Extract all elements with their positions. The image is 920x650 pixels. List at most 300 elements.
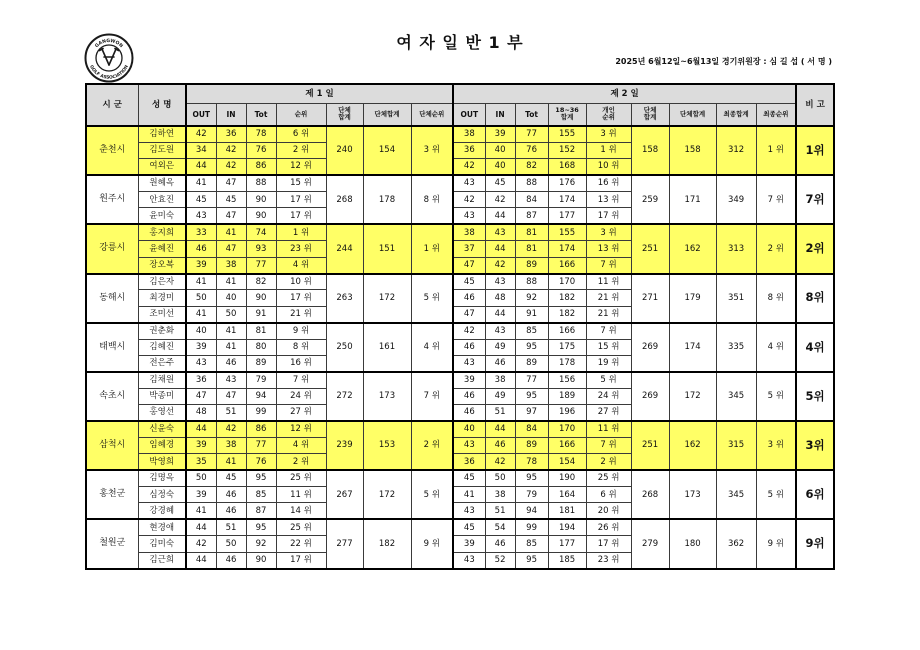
day1-rank: 17 위 [276,290,326,306]
day1-out-score: 39 [186,487,216,503]
player-name: 홍지희 [138,224,186,240]
two-day-total: 170 [548,421,586,437]
day1-out-score: 33 [186,224,216,240]
day2-in-score: 42 [485,192,515,208]
individual-rank: 13 위 [586,192,631,208]
final-team-rank: 5 위 [756,470,796,519]
header-day1: 제 1 일 [186,84,453,103]
player-name: 여외은 [138,159,186,175]
final-team-total: 315 [716,421,756,470]
day2-team-total-three: 158 [631,126,669,175]
player-row [86,224,834,240]
day1-in-score: 47 [216,175,246,191]
day1-total-score: 95 [246,519,276,535]
final-team-rank: 2 위 [756,224,796,273]
day2-in-score: 46 [485,437,515,453]
header-day2: 제 2 일 [453,84,796,103]
header-region: 시 군 [86,84,138,126]
day1-out-score: 41 [186,175,216,191]
day1-total-score: 89 [246,355,276,371]
day2-team-total: 173 [669,470,716,519]
day2-team-total: 179 [669,274,716,323]
final-team-rank: 8 위 [756,274,796,323]
day1-out-score: 41 [186,503,216,519]
day1-team-rank: 5 위 [411,274,453,323]
day1-rank: 12 위 [276,421,326,437]
day2-total-score: 95 [515,339,548,355]
day2-out-score: 38 [453,224,485,240]
day1-rank: 12 위 [276,159,326,175]
region-name: 삼척시 [86,421,138,470]
day2-out-score: 37 [453,241,485,257]
day1-total-score: 77 [246,257,276,273]
day1-in-score: 50 [216,536,246,552]
day2-team-total: 174 [669,323,716,372]
day1-total-score: 76 [246,454,276,470]
day2-total-score: 99 [515,519,548,535]
score-table [85,83,835,570]
day1-team-total-three: 250 [326,323,363,372]
day2-total-score: 87 [515,208,548,224]
two-day-total: 189 [548,388,586,404]
individual-rank: 11 위 [586,421,631,437]
day2-total-score: 95 [515,470,548,486]
final-team-total: 351 [716,274,756,323]
day1-rank: 10 위 [276,274,326,290]
region-name: 속초시 [86,372,138,421]
two-day-total: 156 [548,372,586,388]
player-name: 심정숙 [138,487,186,503]
day2-total-score: 79 [515,487,548,503]
day2-in-score: 40 [485,142,515,158]
day2-in-score: 51 [485,405,515,421]
individual-rank: 19 위 [586,355,631,371]
header-day2-total: Tot [515,103,548,126]
day1-in-score: 42 [216,142,246,158]
day1-rank: 6 위 [276,126,326,142]
player-row [86,519,834,535]
day2-in-score: 48 [485,290,515,306]
individual-rank: 3 위 [586,224,631,240]
player-name: 박영희 [138,454,186,470]
individual-rank: 7 위 [586,257,631,273]
two-day-total: 196 [548,405,586,421]
day2-team-total: 180 [669,519,716,568]
day1-out-score: 50 [186,290,216,306]
day1-rank: 7 위 [276,372,326,388]
score-table-body [86,126,834,569]
day1-out-score: 41 [186,274,216,290]
day1-rank: 21 위 [276,306,326,322]
header-day1-team-total-three: 단체 합계 [326,103,363,126]
individual-rank: 27 위 [586,405,631,421]
two-day-total: 185 [548,552,586,568]
day1-in-score: 41 [216,274,246,290]
two-day-total: 194 [548,519,586,535]
day1-team-total: 153 [363,421,411,470]
day1-team-total: 172 [363,470,411,519]
individual-rank: 15 위 [586,339,631,355]
day2-team-total: 172 [669,372,716,421]
day1-total-score: 78 [246,126,276,142]
logo-bottom-text: GOLF ASSOCIATION [88,64,130,81]
day2-out-score: 42 [453,192,485,208]
header-note: 비 고 [796,84,834,126]
day1-rank: 25 위 [276,470,326,486]
day2-out-score: 42 [453,159,485,175]
day2-in-score: 46 [485,536,515,552]
note-rank: 3위 [796,421,834,470]
individual-rank: 13 위 [586,241,631,257]
player-name: 권춘화 [138,323,186,339]
header-final-total: 최종합계 [716,103,756,126]
final-team-total: 335 [716,323,756,372]
player-row [86,470,834,486]
two-day-total: 176 [548,175,586,191]
player-name: 임혜경 [138,437,186,453]
player-name: 장오복 [138,257,186,273]
day1-rank: 1 위 [276,224,326,240]
day1-team-total: 178 [363,175,411,224]
day2-team-total: 158 [669,126,716,175]
day2-total-score: 85 [515,536,548,552]
day2-in-score: 38 [485,372,515,388]
day2-in-score: 45 [485,175,515,191]
individual-rank: 6 위 [586,487,631,503]
individual-rank: 20 위 [586,503,631,519]
final-team-total: 345 [716,470,756,519]
header-row-top [86,84,834,103]
day1-in-score: 40 [216,290,246,306]
day2-in-score: 39 [485,126,515,142]
day2-team-total: 162 [669,421,716,470]
two-day-total: 155 [548,126,586,142]
player-row [86,323,834,339]
page-title: 여 자 일 반 1 부 [396,33,524,52]
day2-in-score: 46 [485,355,515,371]
day1-total-score: 92 [246,536,276,552]
day1-out-score: 50 [186,470,216,486]
player-name: 김미숙 [138,536,186,552]
day1-out-score: 47 [186,388,216,404]
player-name: 최경미 [138,290,186,306]
day1-total-score: 90 [246,290,276,306]
day1-team-rank: 3 위 [411,126,453,175]
note-rank: 4위 [796,323,834,372]
day2-in-score: 40 [485,159,515,175]
day1-in-score: 42 [216,159,246,175]
header-player-name: 성 명 [138,84,186,126]
day2-team-total-three: 251 [631,421,669,470]
day2-out-score: 46 [453,388,485,404]
day1-in-score: 46 [216,355,246,371]
day1-in-score: 51 [216,405,246,421]
day1-total-score: 94 [246,388,276,404]
day2-total-score: 85 [515,323,548,339]
day1-team-total-three: 240 [326,126,363,175]
day1-out-score: 39 [186,339,216,355]
day1-total-score: 99 [246,405,276,421]
two-day-total: 168 [548,159,586,175]
note-rank: 2위 [796,224,834,273]
day2-out-score: 41 [453,487,485,503]
header-day1-rank: 순위 [276,103,326,126]
day1-total-score: 86 [246,159,276,175]
day2-in-score: 51 [485,503,515,519]
day2-total-score: 88 [515,175,548,191]
two-day-total: 166 [548,323,586,339]
player-name: 김근희 [138,552,186,568]
player-name: 윤미숙 [138,208,186,224]
player-name: 전은주 [138,355,186,371]
day1-rank: 11 위 [276,487,326,503]
player-row [86,274,834,290]
header-day1-in: IN [216,103,246,126]
day2-in-score: 42 [485,454,515,470]
day1-in-score: 46 [216,503,246,519]
region-name: 홍천군 [86,470,138,519]
date-and-official: 2025년 6월12일~6월13일 경기위원장 : 심 길 섭 ( 서 명 ) [615,57,832,66]
day2-total-score: 77 [515,126,548,142]
day2-in-score: 52 [485,552,515,568]
day1-team-total-three: 239 [326,421,363,470]
day2-total-score: 84 [515,421,548,437]
day1-team-total-three: 263 [326,274,363,323]
day1-total-score: 95 [246,470,276,486]
player-name: 김하연 [138,126,186,142]
day1-in-score: 41 [216,454,246,470]
day1-rank: 17 위 [276,192,326,208]
day1-in-score: 43 [216,372,246,388]
day2-total-score: 78 [515,454,548,470]
day2-total-score: 76 [515,142,548,158]
day2-out-score: 42 [453,323,485,339]
player-name: 홍영선 [138,405,186,421]
day1-rank: 2 위 [276,142,326,158]
player-name: 안효진 [138,192,186,208]
note-rank: 8위 [796,274,834,323]
day1-rank: 2 위 [276,454,326,470]
header-day2-team-total-three: 단체 합계 [631,103,669,126]
day1-out-score: 43 [186,355,216,371]
day2-out-score: 45 [453,519,485,535]
player-name: 신윤숙 [138,421,186,437]
day2-total-score: 97 [515,405,548,421]
player-name: 박종미 [138,388,186,404]
two-day-total: 152 [548,142,586,158]
day2-team-total-three: 271 [631,274,669,323]
individual-rank: 23 위 [586,552,631,568]
individual-rank: 16 위 [586,175,631,191]
individual-rank: 11 위 [586,274,631,290]
two-day-total: 170 [548,274,586,290]
region-name: 강릉시 [86,224,138,273]
final-team-rank: 4 위 [756,323,796,372]
day1-total-score: 90 [246,192,276,208]
day1-rank: 27 위 [276,405,326,421]
two-day-total: 177 [548,208,586,224]
two-day-total: 154 [548,454,586,470]
day2-out-score: 38 [453,126,485,142]
logo-top-text: GANGWON [94,38,124,50]
individual-rank: 25 위 [586,470,631,486]
two-day-total: 175 [548,339,586,355]
note-rank: 6위 [796,470,834,519]
day1-rank: 15 위 [276,175,326,191]
day1-rank: 14 위 [276,503,326,519]
note-rank: 5위 [796,372,834,421]
day2-in-score: 44 [485,421,515,437]
day1-total-score: 82 [246,274,276,290]
day1-out-score: 41 [186,306,216,322]
day1-out-score: 44 [186,421,216,437]
two-day-total: 174 [548,241,586,257]
day2-out-score: 46 [453,290,485,306]
day1-team-total: 154 [363,126,411,175]
day1-team-rank: 7 위 [411,372,453,421]
day1-rank: 16 위 [276,355,326,371]
day2-out-score: 45 [453,470,485,486]
day2-out-score: 47 [453,257,485,273]
day2-out-score: 43 [453,208,485,224]
day1-total-score: 87 [246,503,276,519]
day1-out-score: 44 [186,159,216,175]
day1-in-score: 42 [216,421,246,437]
day2-total-score: 92 [515,290,548,306]
two-day-total: 182 [548,290,586,306]
day1-team-rank: 8 위 [411,175,453,224]
two-day-total: 177 [548,536,586,552]
day2-total-score: 82 [515,159,548,175]
individual-rank: 17 위 [586,536,631,552]
day1-in-score: 47 [216,388,246,404]
day1-team-total: 172 [363,274,411,323]
day2-team-total-three: 269 [631,372,669,421]
day1-out-score: 44 [186,552,216,568]
individual-rank: 1 위 [586,142,631,158]
day1-team-total: 151 [363,224,411,273]
day2-team-total-three: 279 [631,519,669,568]
day2-team-total: 162 [669,224,716,273]
day1-rank: 23 위 [276,241,326,257]
day1-out-score: 44 [186,519,216,535]
player-name: 김채원 [138,372,186,388]
day2-in-score: 43 [485,323,515,339]
day1-total-score: 81 [246,323,276,339]
day2-out-score: 40 [453,421,485,437]
individual-rank: 5 위 [586,372,631,388]
header-individual-rank: 개인 순위 [586,103,631,126]
individual-rank: 2 위 [586,454,631,470]
player-row [86,175,834,191]
day1-total-score: 79 [246,372,276,388]
day2-in-score: 49 [485,339,515,355]
day1-in-score: 46 [216,552,246,568]
day1-rank: 22 위 [276,536,326,552]
day1-team-rank: 5 위 [411,470,453,519]
day2-total-score: 91 [515,306,548,322]
day2-total-score: 95 [515,552,548,568]
day1-out-score: 42 [186,126,216,142]
two-day-total: 174 [548,192,586,208]
final-team-total: 349 [716,175,756,224]
day2-total-score: 81 [515,224,548,240]
day2-in-score: 44 [485,241,515,257]
day1-rank: 4 위 [276,257,326,273]
day1-total-score: 80 [246,339,276,355]
player-row [86,421,834,437]
day1-team-total-three: 244 [326,224,363,273]
individual-rank: 24 위 [586,388,631,404]
day1-total-score: 76 [246,142,276,158]
day1-total-score: 85 [246,487,276,503]
individual-rank: 3 위 [586,126,631,142]
day2-in-score: 38 [485,487,515,503]
day2-total-score: 88 [515,274,548,290]
day1-total-score: 90 [246,552,276,568]
final-team-total: 345 [716,372,756,421]
day1-in-score: 38 [216,257,246,273]
day1-out-score: 43 [186,208,216,224]
day2-total-score: 84 [515,192,548,208]
final-team-total: 312 [716,126,756,175]
day1-in-score: 51 [216,519,246,535]
header-day2-out: OUT [453,103,485,126]
day2-out-score: 46 [453,405,485,421]
player-name: 조미선 [138,306,186,322]
player-row [86,126,834,142]
day1-team-total-three: 267 [326,470,363,519]
day1-in-score: 47 [216,241,246,257]
player-name: 김은자 [138,274,186,290]
day1-team-total-three: 268 [326,175,363,224]
day1-team-total: 161 [363,323,411,372]
day1-out-score: 36 [186,372,216,388]
day2-out-score: 39 [453,536,485,552]
day1-team-total: 182 [363,519,411,568]
day2-team-total-three: 268 [631,470,669,519]
day2-in-score: 54 [485,519,515,535]
day2-in-score: 44 [485,306,515,322]
region-name: 태백시 [86,323,138,372]
day1-total-score: 86 [246,421,276,437]
note-rank: 1위 [796,126,834,175]
day1-team-total: 173 [363,372,411,421]
region-name: 원주시 [86,175,138,224]
day2-out-score: 39 [453,372,485,388]
day1-total-score: 93 [246,241,276,257]
day2-out-score: 45 [453,274,485,290]
day1-team-rank: 4 위 [411,323,453,372]
day1-team-rank: 1 위 [411,224,453,273]
individual-rank: 21 위 [586,290,631,306]
day2-total-score: 89 [515,437,548,453]
day1-rank: 25 위 [276,519,326,535]
player-name: 김혜진 [138,339,186,355]
header-day1-out: OUT [186,103,216,126]
day1-out-score: 39 [186,257,216,273]
header-day2-in: IN [485,103,515,126]
header-day1-team-rank: 단체순위 [411,103,453,126]
day2-total-score: 81 [515,241,548,257]
day2-total-score: 77 [515,372,548,388]
day1-in-score: 38 [216,437,246,453]
day1-rank: 17 위 [276,552,326,568]
day1-in-score: 41 [216,224,246,240]
header-two-day-total: 18~36 합계 [548,103,586,126]
player-name: 현경애 [138,519,186,535]
note-rank: 9위 [796,519,834,568]
